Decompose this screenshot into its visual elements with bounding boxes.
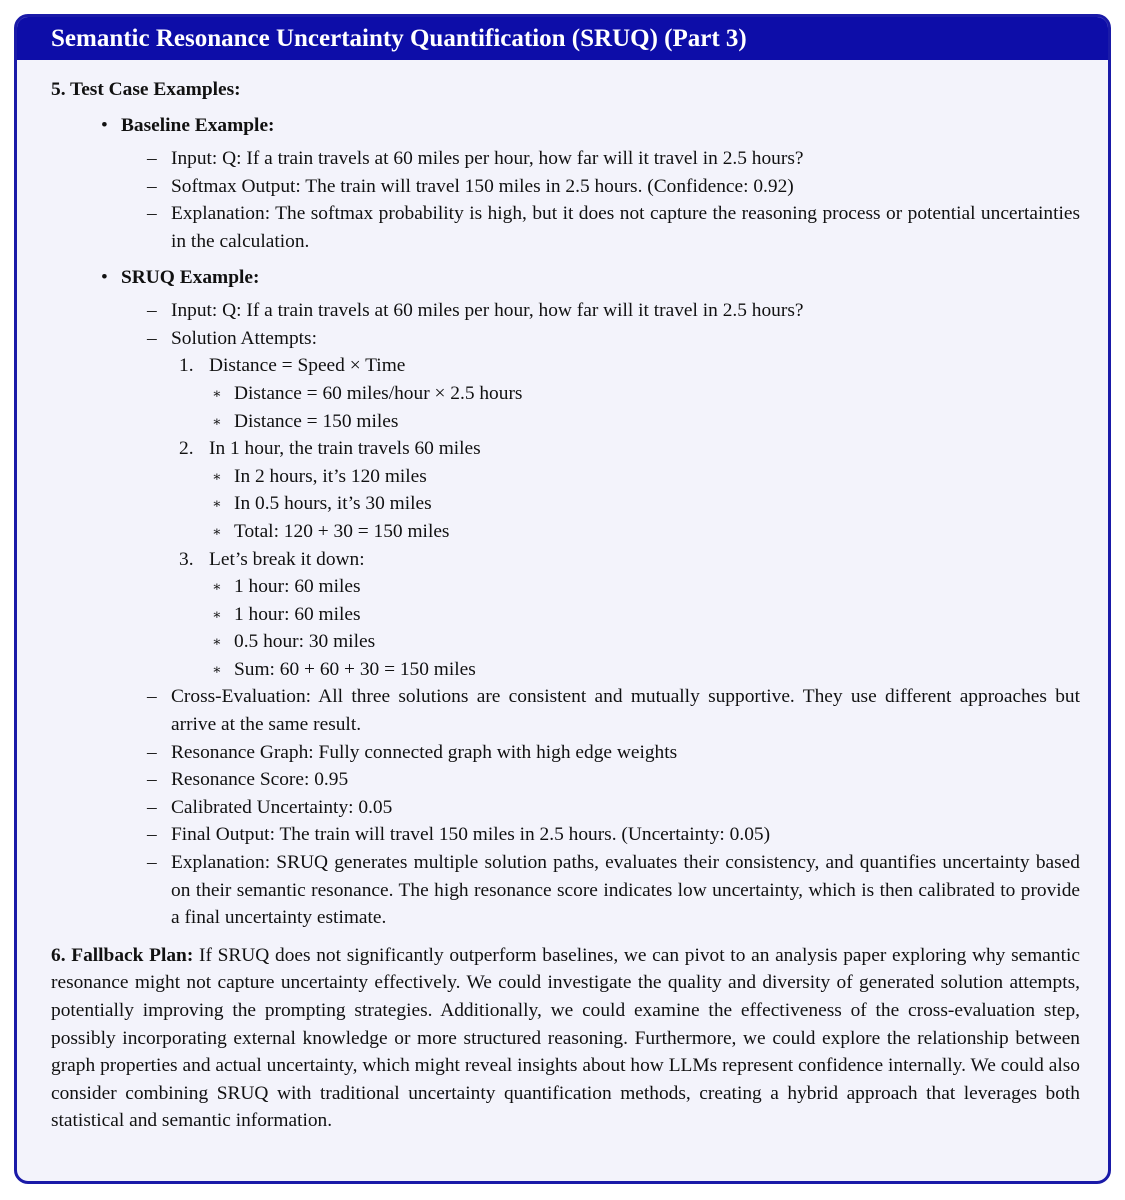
dash-icon: – — [147, 327, 157, 349]
attempt-number: 3. — [179, 548, 194, 570]
sruq-input: Input: Q: If a train travels at 60 miles per hour, how far will it travel in 2.5 hours? — [171, 300, 804, 322]
step-item — [209, 380, 1080, 408]
baseline-details — [121, 145, 1080, 255]
resonance-score: Resonance Score: 0.95 — [171, 769, 349, 791]
fallback-plan — [51, 942, 1080, 1135]
step-text: Distance = 150 miles — [234, 410, 399, 432]
step-item — [209, 656, 1080, 684]
asterisk-icon: ∗ — [212, 524, 222, 540]
step-text: Distance = 60 miles/hour × 2.5 hours — [234, 382, 523, 404]
dash-icon: – — [147, 796, 157, 818]
sruq-explanation: Explanation: SRUQ generates multiple solution paths, evaluates their consistency, and quantifies uncertainty based on their semantic resonance. The high resonance score indicates low uncertainty, which is then calibrated to provide a final uncertainty estimate. — [171, 852, 1080, 929]
list-item — [121, 297, 1080, 325]
section-5-heading: 5. Test Case Examples: — [51, 79, 241, 100]
list-item — [121, 849, 1080, 932]
step-item — [209, 463, 1080, 491]
list-item — [121, 766, 1080, 794]
asterisk-icon: ∗ — [212, 497, 222, 513]
step-item — [209, 601, 1080, 629]
panel-content — [17, 60, 1108, 1135]
asterisk-icon: ∗ — [212, 580, 222, 596]
step-item — [209, 628, 1080, 656]
step-text: 1 hour: 60 miles — [234, 576, 361, 598]
asterisk-icon: ∗ — [212, 607, 222, 623]
dash-icon: – — [147, 148, 157, 170]
dash-icon: – — [147, 686, 157, 708]
fallback-text: If SRUQ does not significantly outperform baselines, we can pivot to an analysis paper exploring why semantic resonance might not capture uncertainty effectively. We could investigate the quality and diversity of generated solution attempts, potentially improving the prompting strategies. Additionally, we could examine the effectiveness of the cross-evaluation step, possibly incorporating external knowledge or more structured reasoning. Furthermore, we could explore the relationship between graph properties and actual uncertainty, which might reveal insights about how LLMs represent confidence internally. We could also consider combining SRUQ with traditional uncertainty quantification methods, creating a hybrid approach that leverages both statistical and semantic information. — [51, 944, 1080, 1132]
list-item — [121, 325, 1080, 684]
baseline-title: Baseline Example: — [121, 114, 275, 136]
baseline-explanation: Explanation: The softmax probability is high, but it does not capture the reasoning process or potential uncertainties in the calculation. — [171, 203, 1080, 252]
attempt-number: 1. — [179, 355, 194, 377]
list-item — [121, 200, 1080, 255]
list-item — [121, 683, 1080, 738]
attempts-label: Solution Attempts: — [171, 327, 317, 349]
sruq-example — [51, 264, 1080, 932]
baseline-input: Input: Q: If a train travels at 60 miles per hour, how far will it travel in 2.5 hours? — [171, 148, 804, 170]
step-item — [209, 518, 1080, 546]
asterisk-icon: ∗ — [212, 469, 222, 485]
final-output: Final Output: The train will travel 150 miles in 2.5 hours. (Uncertainty: 0.05) — [171, 824, 771, 846]
step-item — [209, 573, 1080, 601]
asterisk-icon: ∗ — [212, 662, 222, 678]
examples-list — [51, 112, 1080, 932]
proposal-panel — [14, 14, 1111, 1184]
dash-icon: – — [147, 852, 157, 874]
step-text: Total: 120 + 30 = 150 miles — [234, 520, 450, 542]
asterisk-icon: ∗ — [212, 635, 222, 651]
dash-icon: – — [147, 769, 157, 791]
asterisk-icon: ∗ — [212, 386, 222, 402]
bullet-icon: • — [101, 114, 108, 136]
attempt-steps — [209, 380, 1080, 435]
baseline-example — [51, 112, 1080, 256]
attempt-1 — [171, 352, 1080, 435]
list-item — [121, 145, 1080, 173]
sruq-title: SRUQ Example: — [121, 266, 260, 288]
list-item — [121, 739, 1080, 767]
dash-icon: – — [147, 175, 157, 197]
step-text: Sum: 60 + 60 + 30 = 150 miles — [234, 658, 476, 680]
attempt-3 — [171, 546, 1080, 684]
attempt-steps — [209, 463, 1080, 546]
solution-attempts — [171, 352, 1080, 683]
step-text: 1 hour: 60 miles — [234, 603, 361, 625]
step-text: 0.5 hour: 30 miles — [234, 631, 376, 653]
attempt-number: 2. — [179, 438, 194, 460]
step-text: In 2 hours, it’s 120 miles — [234, 465, 427, 487]
step-item — [209, 490, 1080, 518]
attempt-text: In 1 hour, the train travels 60 miles — [209, 438, 481, 460]
calibrated-uncertainty: Calibrated Uncertainty: 0.05 — [171, 796, 393, 818]
cross-evaluation: Cross-Evaluation: All three solutions are consistent and mutually supportive. They use different approaches but arrive at the same result. — [171, 686, 1080, 736]
attempt-2 — [171, 435, 1080, 545]
list-item — [121, 173, 1080, 201]
panel-title: Semantic Resonance Uncertainty Quantification (SRUQ) (Part 3) — [17, 17, 1108, 60]
baseline-softmax: Softmax Output: The train will travel 150 miles in 2.5 hours. (Confidence: 0.92) — [171, 175, 794, 197]
bullet-icon: • — [101, 266, 108, 288]
attempt-text: Let’s break it down: — [209, 548, 365, 570]
dash-icon: – — [147, 203, 157, 225]
asterisk-icon: ∗ — [212, 414, 222, 430]
step-text: In 0.5 hours, it’s 30 miles — [234, 493, 432, 515]
dash-icon: – — [147, 824, 157, 846]
fallback-label: 6. Fallback Plan: — [51, 944, 194, 966]
dash-icon: – — [147, 741, 157, 763]
step-item — [209, 408, 1080, 436]
attempt-steps — [209, 573, 1080, 683]
resonance-graph: Resonance Graph: Fully connected graph with high edge weights — [171, 741, 678, 763]
list-item — [121, 821, 1080, 849]
dash-icon: – — [147, 300, 157, 322]
attempt-text: Distance = Speed × Time — [209, 355, 406, 377]
sruq-details — [121, 297, 1080, 932]
list-item — [121, 794, 1080, 822]
